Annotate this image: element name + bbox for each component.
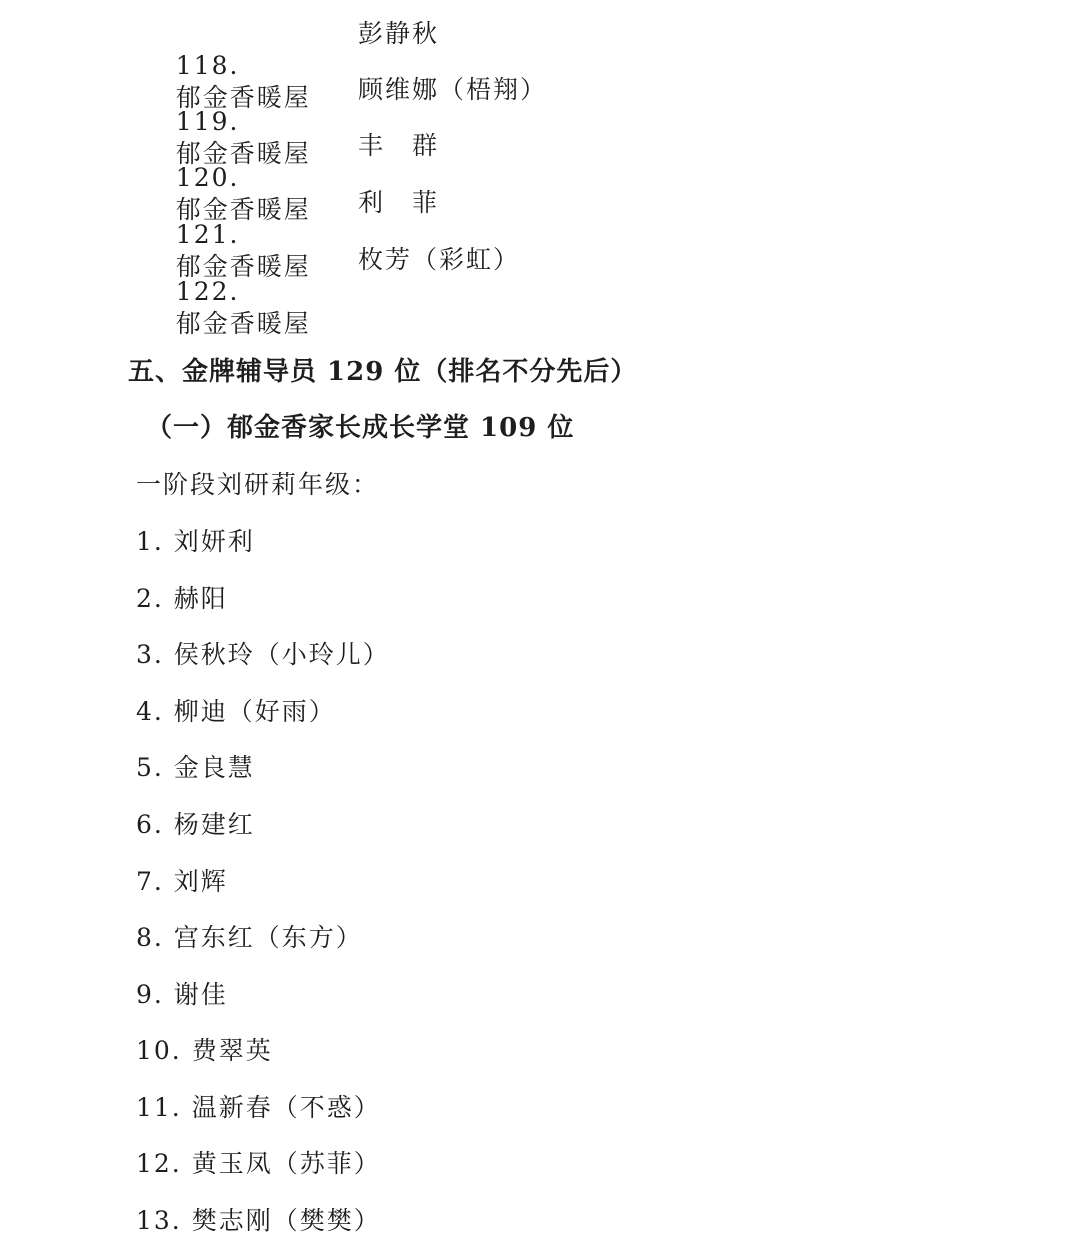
subsection-heading: （一）郁金香家长成长学堂 109 位 [146,413,575,443]
item-person: 利 菲 [358,188,440,217]
list-item: 9. 谢佳 [136,980,228,1009]
item-number: 118. [175,51,240,80]
list-item: 3. 侯秋玲（小玲儿） [136,640,390,669]
item-person: 丰 群 [358,131,440,160]
list-item: 8. 宫东红（东方） [136,923,363,952]
list-item: 10. 费翠英 [136,1036,273,1065]
list-item: 4. 柳迪（好雨） [136,697,336,726]
section-heading: 五、金牌辅导员 129 位（排名不分先后） [128,357,638,387]
item-org: 郁金香暖屋 [175,83,311,112]
list-item: 12. 黄玉凤（苏菲） [136,1149,381,1178]
item-person: 枚芳（彩虹） [358,245,521,274]
list-item: 2. 赫阳 [136,584,228,613]
item-person: 顾维娜（梧翔） [358,75,548,104]
item-number: 120. [175,163,240,192]
list-item: 7. 刘辉 [136,867,228,896]
item-number: 122. [175,277,240,306]
list-item: 11. 温新春（不惑） [136,1093,381,1122]
grade-label: 一阶段刘研莉年级： [136,470,380,499]
item-org: 郁金香暖屋 [175,309,311,338]
item-org: 郁金香暖屋 [175,139,311,168]
list-item: 6. 杨建红 [136,810,255,839]
item-org: 郁金香暖屋 [175,252,311,281]
item-number: 121. [175,220,240,249]
item-org: 郁金香暖屋 [175,195,311,224]
list-item: 13. 樊志刚（樊樊） [136,1206,381,1235]
item-number: 119. [175,107,240,136]
item-person: 彭静秋 [358,19,440,48]
list-item: 5. 金良慧 [136,753,255,782]
list-item: 1. 刘妍利 [136,527,255,556]
